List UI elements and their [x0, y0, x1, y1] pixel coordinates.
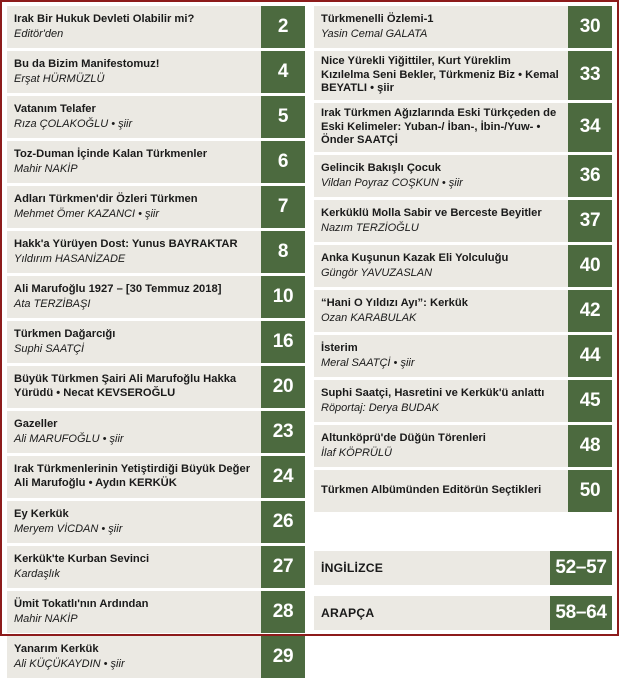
entry-text [7, 276, 261, 318]
contents-entry[interactable] [314, 51, 612, 100]
entry-title: İsterim [321, 341, 358, 354]
entry-text [314, 51, 568, 100]
entry-author: Meryem VİCDAN • şiir [14, 522, 123, 535]
contents-entry[interactable] [7, 546, 305, 588]
contents-entry[interactable] [7, 456, 305, 498]
entry-text [7, 636, 261, 678]
entry-title: Irak Türkmen Ağızlarında Eski Türkçeden de Eski Kelimeler: Yuban-/ İban-, İbin-/Yuw- • Önder SAATÇİ [321, 106, 557, 147]
entry-text [7, 591, 261, 633]
entry-text [314, 335, 568, 377]
entry-page-number: 48 [568, 425, 612, 467]
contents-entry[interactable] [7, 6, 305, 48]
contents-left-column [7, 6, 305, 670]
entry-author: Yasin Cemal GALATA [321, 27, 428, 40]
entry-page-number: 45 [568, 380, 612, 422]
entry-text [314, 470, 568, 512]
entry-text [314, 596, 550, 630]
entry-title: İNGİLİZCE [321, 560, 384, 575]
entry-title: Türkmenelli Özlemi-1 [321, 12, 434, 25]
entry-page-number: 29 [261, 636, 305, 678]
entry-title: Toz-Duman İçinde Kalan Türkmenler [14, 147, 208, 160]
contents-entry[interactable] [7, 411, 305, 453]
entry-text [7, 231, 261, 273]
entry-page-number: 58–64 [550, 596, 612, 630]
entry-page-number: 10 [261, 276, 305, 318]
entry-author: İlaf KÖPRÜLÜ [321, 446, 392, 459]
entry-title: Ali Marufoğlu 1927 – [30 Temmuz 2018] [14, 282, 222, 295]
entry-text [314, 290, 568, 332]
column-spacer [314, 515, 612, 540]
entry-text [314, 245, 568, 287]
entry-text [7, 501, 261, 543]
entry-text [314, 380, 568, 422]
entry-page-number: 42 [568, 290, 612, 332]
contents-entry[interactable] [7, 186, 305, 228]
entry-title: Hakk'a Yürüyen Dost: Yunus BAYRAKTAR [14, 237, 238, 250]
entry-title: Ümit Tokatlı'nın Ardından [14, 597, 149, 610]
entry-author: Güngör YAVUZASLAN [321, 266, 433, 279]
entry-text [7, 51, 261, 93]
entry-text [7, 366, 261, 408]
entry-text [7, 546, 261, 588]
contents-entry[interactable] [314, 470, 612, 512]
entry-page-number: 34 [568, 103, 612, 152]
entry-text [7, 321, 261, 363]
entry-author: Meral SAATÇİ • şiir [321, 356, 415, 369]
entry-author: Erşat HÜRMÜZLÜ [14, 72, 105, 85]
contents-entry[interactable] [7, 141, 305, 183]
entry-title: Nice Yürekli Yiğittiler, Kurt Yüreklim Kızılelma Seni Bekler, Türkmeniz Biz • Kemal BEYATLI • şiir [321, 55, 559, 95]
entry-title: Altunköprü'de Düğün Törenleri [321, 431, 486, 444]
entry-page-number: 6 [261, 141, 305, 183]
contents-entry[interactable] [314, 335, 612, 377]
entry-text [314, 155, 568, 197]
entry-page-number: 23 [261, 411, 305, 453]
contents-entry[interactable] [7, 501, 305, 543]
contents-entry[interactable] [7, 636, 305, 678]
entry-page-number: 2 [261, 6, 305, 48]
entry-title: Türkmen Dağarcığı [14, 327, 116, 340]
contents-entry[interactable] [7, 276, 305, 318]
entry-author: Yıldırım HASANİZADE [14, 252, 126, 265]
entry-page-number: 44 [568, 335, 612, 377]
contents-entry-arabic[interactable] [314, 596, 612, 630]
entry-page-number: 40 [568, 245, 612, 287]
entry-title: Adları Türkmen'dir Özleri Türkmen [14, 192, 198, 205]
entry-text [7, 456, 261, 498]
entry-author: Nazım TERZİOĞLU [321, 221, 419, 234]
entry-page-number: 4 [261, 51, 305, 93]
entry-author: Ali KÜÇÜKAYDIN • şiir [14, 657, 125, 670]
entry-author: Ozan KARABULAK [321, 311, 417, 324]
entry-title: Irak Bir Hukuk Devleti Olabilir mi? [14, 12, 195, 25]
entry-page-number: 27 [261, 546, 305, 588]
entry-text [314, 200, 568, 242]
contents-right-column [314, 6, 612, 630]
contents-entry-english[interactable] [314, 551, 612, 585]
entry-title: Yanarım Kerkük [14, 642, 99, 655]
contents-entry[interactable] [7, 321, 305, 363]
entry-text [7, 141, 261, 183]
entry-author: Vildan Poyraz COŞKUN • şiir [321, 176, 463, 189]
contents-entry[interactable] [7, 591, 305, 633]
entry-page-number: 5 [261, 96, 305, 138]
entry-text [7, 96, 261, 138]
contents-entry[interactable] [7, 96, 305, 138]
entry-page-number: 28 [261, 591, 305, 633]
entry-author: Ali MARUFOĞLU • şiir [14, 432, 124, 445]
entry-title: “Hani O Yıldızı Ayı”: Kerkük [321, 296, 468, 309]
entry-author: Mahir NAKİP [14, 162, 78, 175]
entry-page-number: 8 [261, 231, 305, 273]
entry-author: Mehmet Ömer KAZANCI • şiir [14, 207, 160, 220]
entry-title: Türkmen Albümünden Editörün Seçtikleri [321, 484, 542, 497]
entry-text [7, 186, 261, 228]
entry-author: Röportaj: Derya BUDAK [321, 401, 439, 414]
entry-author: Ata TERZİBAŞI [14, 297, 91, 310]
contents-entry[interactable] [314, 200, 612, 242]
entry-text [314, 6, 568, 48]
entry-page-number: 36 [568, 155, 612, 197]
entry-text [314, 425, 568, 467]
entry-page-number: 30 [568, 6, 612, 48]
entry-author: Kardaşlık [14, 567, 60, 580]
entry-text [7, 6, 261, 48]
entry-title: Bu da Bizim Manifestomuz! [14, 57, 160, 70]
contents-entry[interactable] [314, 290, 612, 332]
contents-entry[interactable] [314, 380, 612, 422]
entry-author: Mahir NAKİP [14, 612, 78, 625]
contents-entry[interactable] [7, 366, 305, 408]
entry-page-number: 50 [568, 470, 612, 512]
entry-page-number: 33 [568, 51, 612, 100]
contents-entry[interactable] [314, 425, 612, 467]
entry-title: Gazeller [14, 417, 58, 430]
entry-title: Gelincik Bakışlı Çocuk [321, 161, 442, 174]
entry-page-number: 26 [261, 501, 305, 543]
entry-page-number: 20 [261, 366, 305, 408]
entry-text [314, 103, 568, 152]
entry-title: Ey Kerkük [14, 507, 69, 520]
contents-entry[interactable] [7, 51, 305, 93]
entry-title: Irak Türkmenlerinin Yetiştirdiği Büyük Değer Ali Marufoğlu • Aydın KERKÜK [14, 463, 251, 489]
contents-entry[interactable] [314, 245, 612, 287]
entry-author: Suphi SAATÇİ [14, 342, 85, 355]
entry-author: Editör'den [14, 27, 64, 40]
entry-title: Kerkük'te Kurban Sevinci [14, 552, 150, 565]
entry-page-number: 37 [568, 200, 612, 242]
entry-title: ARAPÇA [321, 605, 375, 620]
entry-title: Kerküklü Molla Sabir ve Berceste Beyitler [321, 206, 542, 219]
contents-entry[interactable] [314, 103, 612, 152]
entry-page-number: 52–57 [550, 551, 612, 585]
contents-entry[interactable] [314, 6, 612, 48]
entry-title: Suphi Saatçi, Hasretini ve Kerkük'ü anlattı [321, 386, 545, 399]
entry-text [7, 411, 261, 453]
entry-title: Vatanım Telafer [14, 102, 96, 115]
contents-entry[interactable] [314, 155, 612, 197]
contents-entry[interactable] [7, 231, 305, 273]
entry-author: Rıza ÇOLAKOĞLU • şiir [14, 117, 133, 130]
entry-title: Anka Kuşunun Kazak Eli Yolculuğu [321, 251, 509, 264]
entry-text [314, 551, 550, 585]
entry-title: Büyük Türkmen Şairi Ali Marufoğlu Hakka Yürüdü • Necat KEVSEROĞLU [14, 373, 237, 399]
entry-page-number: 7 [261, 186, 305, 228]
entry-page-number: 24 [261, 456, 305, 498]
entry-page-number: 16 [261, 321, 305, 363]
